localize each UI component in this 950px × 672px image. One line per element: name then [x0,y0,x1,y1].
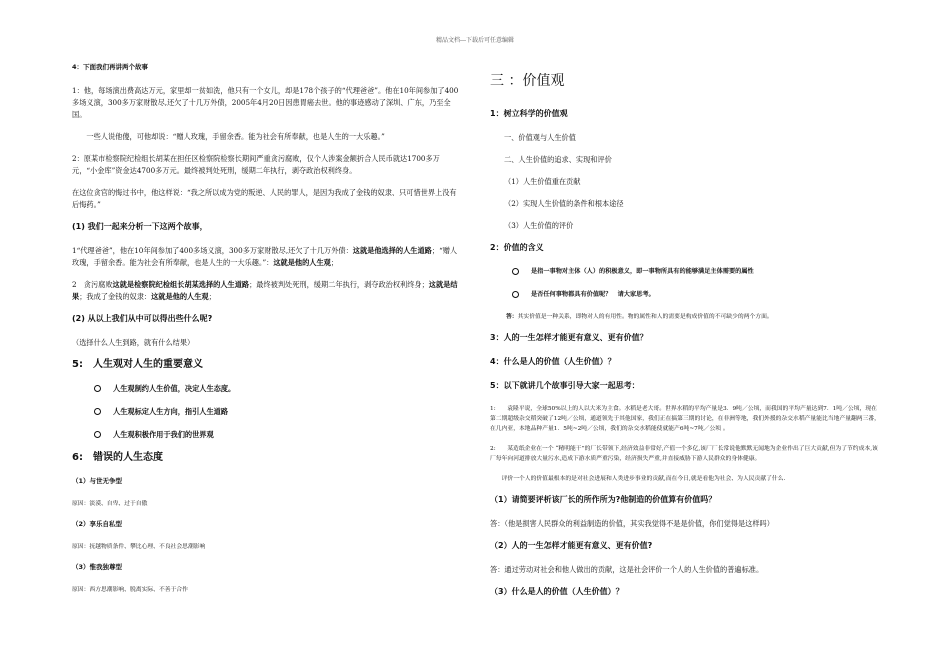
outline-item-2: 二、人生价值的追求、实现和评价 [504,155,612,164]
story-2-paragraph: 2：原某市检察院纪检组长胡某在担任区检察院检察长期间严重贪污腐败，仅个人涉案金额折合人民币就达1700多万元，“小金库”资金达4700多万元。最终被判处死刑，缓期二年执行，剥夺政治权利终身。 [72,154,440,175]
story-1-quote: 一些人说他傻，可他却说：“赠人玫瑰，手留余香。能为社会有所奉献，也是人生的一大乐趣。” [86,132,385,141]
attitude-type-1: （1）与世无争型 [72,477,123,485]
story-rice-paragraph: 1: 袁隆平说，全球50%以上的人以大米为主食。水稻是老大哥。世界水稻的平均产量是3．9吨／公顷，而我国的平均产量达到7．1吨／公顷，现在第二期超级杂交稻突破了12吨／公顷，通道领先于其他国家，我们正在搞第三期的讨论，在非洲等地，我们外援的杂交水稻产量能比当地产量翻两三番，在几内亚，本地品种产量1．5吨~2吨／公顷，我们的杂交水稻能使就能产6吨~7吨／公顷 。 [490,406,880,432]
circle-bullet-icon [94,385,101,392]
conclusion-heading: (2) 从以上我们从中可以得出些什么呢? [72,314,213,323]
value-meaning-bullet-1: 是指一事物对主体（人）的积极意义，即一事物所具有的能够满足主体需要的属性 [512,266,882,277]
outline-item-5: （3）人生价值的评价 [504,221,574,230]
conclusion-text: （选择什么人生到路，就有什么结果） [72,338,195,347]
analysis-2: 2 贪污腐败这就是检察院纪检组长胡某选择的人生道路；最终被判处死刑，缓期二年执行，剥夺政治权利终身；这就是结果；我成了金钱的奴隶：这就是他的人生观； [72,280,458,301]
values-heading-2: 2：价值的含义 [490,243,544,252]
values-heading-1: 1：树立科学的价值观 [490,109,568,118]
values-heading-3: 3：人的一生怎样才能更有意义、更有价值？ [490,333,648,342]
answer-2: 答：通过劳动对社会和他人做出的贡献，这是社会评价一个人的人生价值的普遍标准。 [490,565,764,574]
story-2-quote: 在这位贪官的悔过书中，他这样说：“我之所以成为党的叛逆、人民的罪人，是因为我成了金钱的奴隶、只可惜世界上没有后悔药。” [72,188,457,209]
value-answer: 答：其实价值是一种关系，即物对人的有用性。物的属性和人的需要是构成价值的不可缺少的两个方面。 [506,314,773,320]
question-1: （1）请简要评析该厂长的所作所为?他制造的价值算有价值吗？ [490,495,717,504]
values-heading-4: 4：什么是人的价值（人生价值）？ [490,357,616,366]
analysis-1: 1“代理爸爸”，他在10年间参加了400多场义演，300多万家财散尽,还欠了十几万外债：这就是他选择的人生道路；“赠人玫瑰，手留余香。能为社会有所奉献，也是人生的一大乐趣。”：这就是他的人生观； [72,246,458,267]
question-2: （2）人的一生怎样才能更有意义、更有价值? [490,541,653,550]
attitude-reason-3: 原因：西方思潮影响、脱离实际、不善于合作 [72,587,188,593]
section-5-heading: 5: 人生观对人生的重要意义 [72,359,203,370]
circle-bullet-icon [512,291,519,298]
meaning-bullet-3: 人生观积极作用于我们的世界观 [94,429,462,440]
meaning-bullet-1: 人生观制约人生价值，决定人生态度。 [94,383,462,394]
story-1-paragraph: 1：他，每场演出费高达万元，家里却一贫如洗，他只有一个女儿，却是178个孩子的“代理爸爸”。他在10年间参加了400多场义演，300多万家财散尽,还欠了十几万外债，2005年4月20日因患胃癌去世。他的事迹感动了深圳、广东，乃至全国。 [72,86,459,119]
attitude-reason-1: 原因：淡漠、自卑、过于自傲 [72,501,148,507]
right-column [490,62,882,610]
attitude-type-3: （3）惟我独尊型 [72,563,123,571]
value-meaning-bullet-2: 是否任何事物都具有价值呢？ 请大家思考。 [512,289,882,300]
question-3: （3）什么是人的价值（人生价值）？ [490,587,624,596]
outline-item-1: 一、价值观与人生价值 [504,133,576,142]
page-header: 精品文档---下载后可任意编辑 [435,37,515,44]
values-heading-5: 5：以下就讲几个故事引导大家一起思考： [490,381,640,390]
section-6-heading: 6: 错误的人生态度 [72,452,163,463]
left-column [72,62,462,605]
value-evaluation-text: 评价一个人的价值最根本的是对社会进展和人类进步事业的贡献,而在今日,就是看他为社会、为人民贡献了什么. [501,476,786,482]
circle-bullet-icon [512,268,519,275]
circle-bullet-icon [94,408,101,415]
meaning-bullet-2: 人生观标定人生方向，指引人生道路 [94,406,462,417]
values-title: 三 ：价值观 [490,73,565,89]
story-factory-paragraph: 2: 某造纸企业在一个 “精明能干”的厂长带领下,经济效益非常好,产值一个多亿,该厂厂长常说他默默无闻地为企业作出了巨大贡献,但为了节约成本,该厂每年向河道排放大量污水,造成下游水质严重污染，经济损失严重,并直接威胁下游人民群众的身体健康。 [490,446,878,462]
attitude-reason-2: 原因：抚越物质条件、攀比心理、不良社会思潮影响 [72,544,206,550]
answer-1: 答：（他是损害人民群众的利益制造的价值，其实我觉得不是是价值，你们觉得是这样吗） [490,519,774,528]
section-4-heading: 4：下面我们再讲两个故事 [72,63,149,71]
outline-item-3: （1）人生价值重在贡献 [504,177,581,186]
circle-bullet-icon [94,431,101,438]
outline-item-4: （2）实现人生价值的条件和根本途径 [504,199,624,208]
attitude-type-2: （2）享乐自私型 [72,520,123,528]
analysis-heading: (1) 我们一起来分析一下这两个故事， [72,222,208,231]
